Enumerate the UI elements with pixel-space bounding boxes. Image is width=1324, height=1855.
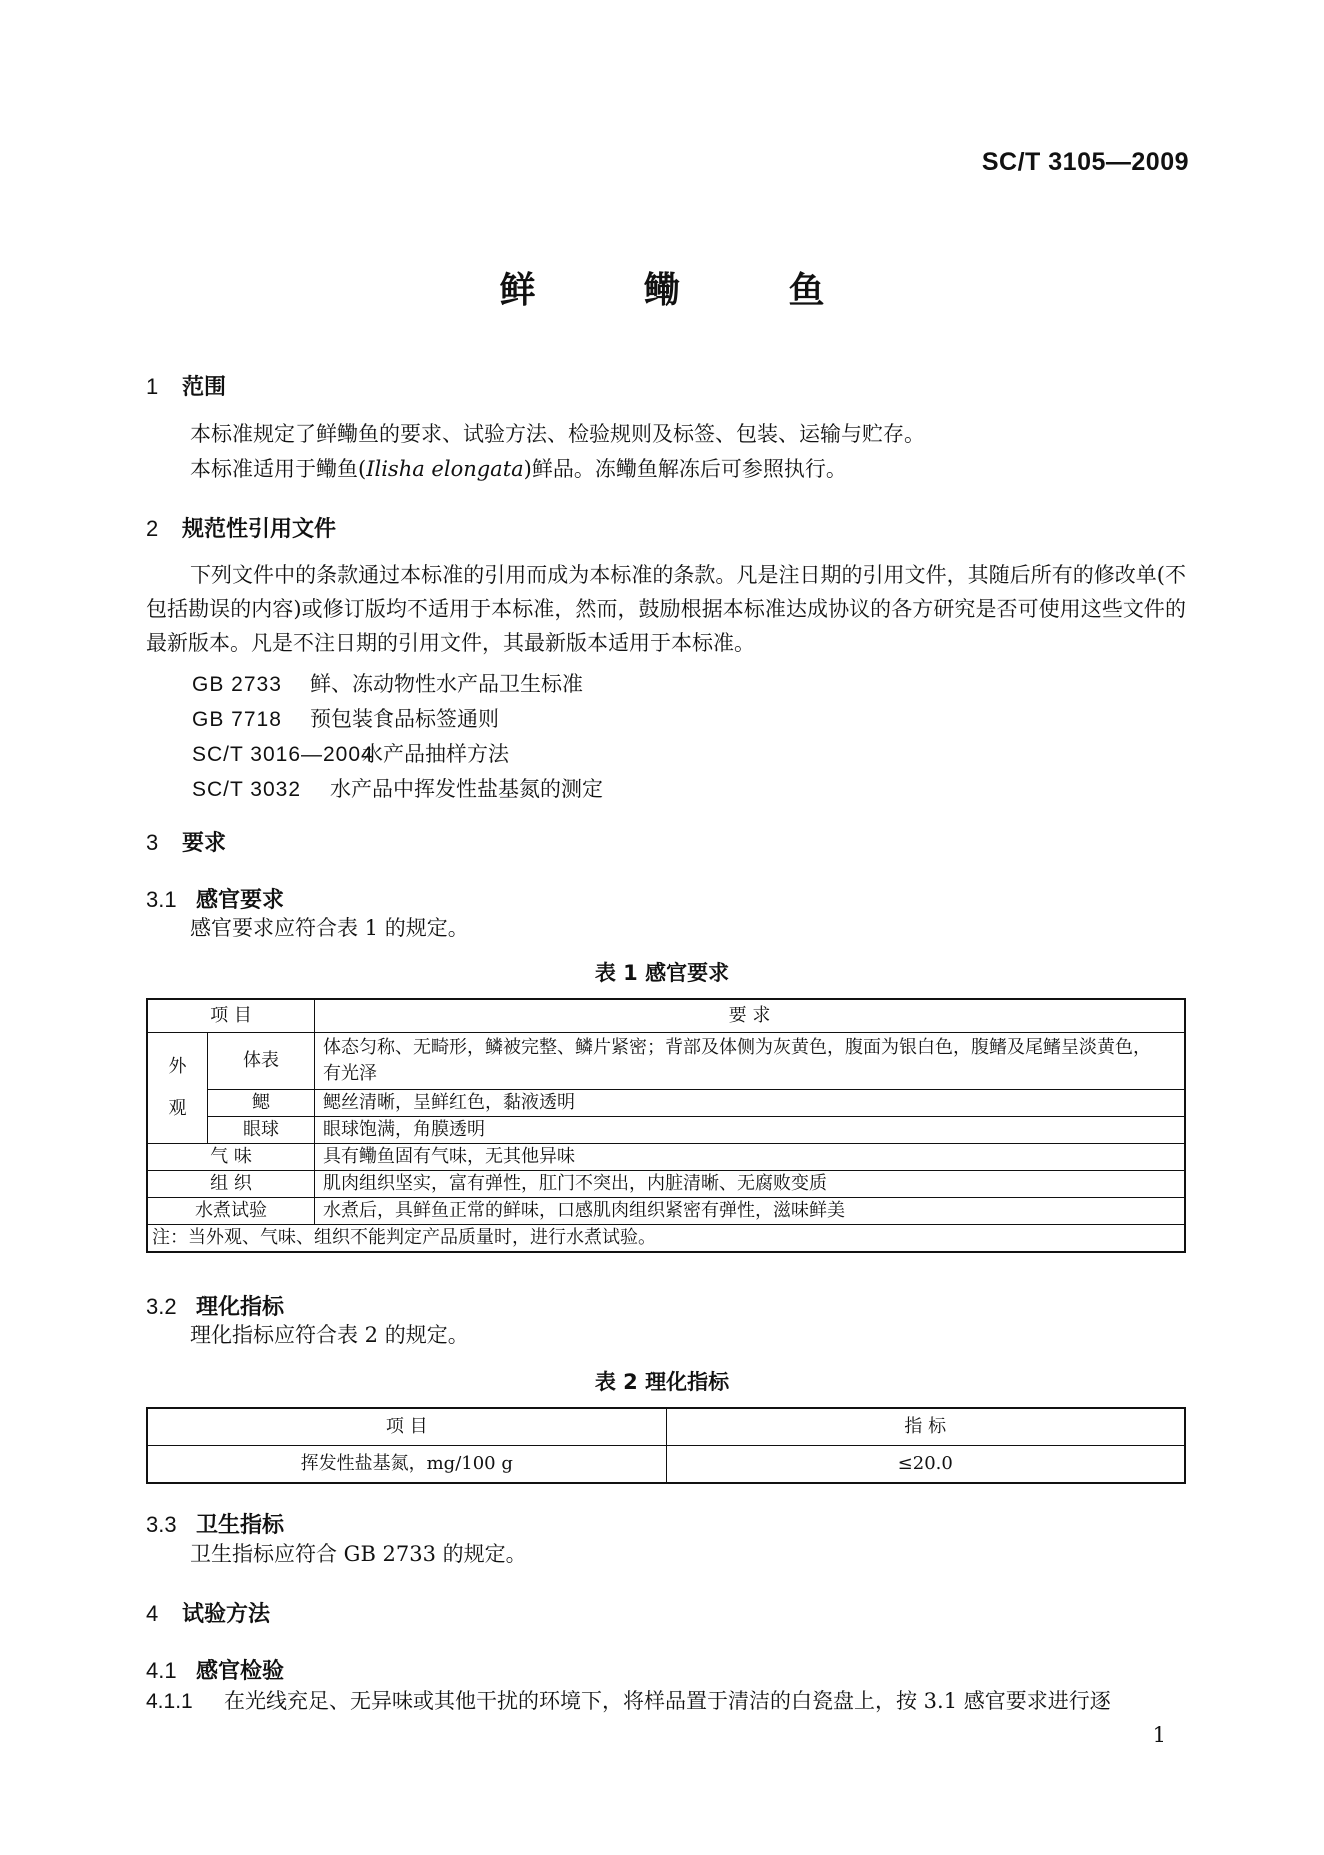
table-2-caption: 表 2 理化指标 (594, 1370, 730, 1394)
reference-code: GB 7718 (192, 708, 282, 731)
table-1-caption: 表 1 感官要求 (594, 961, 730, 985)
latin-name: Ilisha elongata (366, 457, 524, 481)
table-item-cell: 组 织 (147, 1171, 315, 1198)
reference-code: GB 2733 (192, 673, 282, 696)
reference-title: 水产品抽样方法 (362, 742, 509, 766)
group-label-char: 外 (168, 1056, 187, 1077)
section-number: 3.2 (146, 1294, 177, 1319)
table-header-cell: 要 求 (315, 999, 1186, 1033)
section-title: 要求 (182, 831, 227, 856)
table-header-cell: 项 目 (147, 1408, 666, 1446)
section-1-heading (146, 370, 226, 401)
section-3-1-paragraph: 感官要求应符合表 1 的规定。 (190, 916, 469, 940)
table-item-cell: 气 味 (147, 1144, 315, 1171)
table-item-cell: 眼球 (208, 1117, 315, 1144)
table-header-cell: 指 标 (666, 1408, 1185, 1446)
reference-title: 预包装食品标签通则 (310, 707, 499, 731)
section-3-heading (146, 826, 226, 857)
section-3-3-paragraph: 卫生指标应符合 GB 2733 的规定。 (190, 1542, 527, 1566)
table-row (147, 1033, 1185, 1090)
standard-code: SC/T 3105—2009 (981, 148, 1189, 176)
section-number: 4 (146, 1601, 159, 1626)
section-number: 1 (146, 374, 159, 399)
section-2-paragraph: 下列文件中的条款通过本标准的引用而成为本标准的条款。凡是注日期的引用文件，其随后所有的修改单(不包括勘误的内容)或修订版均不适用于本标准，然而，鼓励根据本标准达成协议的各方研究是否可使用这些文件的最新版本。凡是不注日期的引用文件，其最新版本适用于本标准。 (146, 563, 1186, 655)
table-row (147, 1144, 1185, 1171)
section-number: 4.1.1 (146, 1690, 193, 1713)
table-req-cell (315, 1033, 1186, 1090)
section-title: 范围 (182, 375, 227, 400)
table-item-cell: 水煮试验 (147, 1198, 315, 1225)
section-4-1-heading (146, 1654, 284, 1685)
section-title: 理化指标 (196, 1295, 285, 1320)
section-1-paragraph-2 (190, 452, 847, 486)
table-2-physchem (146, 1407, 1186, 1484)
table-value-cell: ≤20.0 (666, 1446, 1185, 1484)
req-line: 体态匀称、无畸形，鳞被完整、鳞片紧密；背部及体侧为灰黄色，腹面为银白色，腹鳍及尾鳍呈淡黄色， (323, 1037, 1151, 1058)
table-row (147, 1117, 1185, 1144)
page-number: 1 (1152, 1723, 1166, 1747)
table-header-row (147, 999, 1185, 1033)
table-req-cell: 眼球饱满，角膜透明 (315, 1117, 1186, 1144)
table-req-cell: 水煮后，具鲜鱼正常的鲜味，口感肌肉组织紧密有弹性，滋味鲜美 (315, 1198, 1186, 1225)
table-item-cell: 鳃 (208, 1090, 315, 1117)
paragraph-text: 在光线充足、无异味或其他干扰的环境下，将样品置于清洁的白瓷盘上，按 3.1 感官要求进行逐 (224, 1689, 1111, 1713)
section-3-2-paragraph: 理化指标应符合表 2 的规定。 (190, 1323, 469, 1347)
table-row (147, 1198, 1185, 1225)
reference-item (192, 738, 509, 768)
section-title: 规范性引用文件 (182, 517, 337, 542)
req-line: 有光泽 (323, 1063, 377, 1084)
table-req-cell: 肌肉组织坚实，富有弹性，肛门不突出，内脏清晰、无腐败变质 (315, 1171, 1186, 1198)
section-title: 试验方法 (182, 1602, 271, 1627)
table-row (147, 1171, 1185, 1198)
section-number: 3 (146, 830, 159, 855)
section-number: 2 (146, 516, 159, 541)
group-label-cell (147, 1033, 208, 1144)
group-label-char: 观 (168, 1098, 187, 1119)
table-header-row (147, 1408, 1185, 1446)
reference-title: 水产品中挥发性盐基氮的测定 (330, 777, 603, 801)
text-run: )鲜品。冻鳓鱼解冻后可参照执行。 (523, 457, 847, 481)
table-header-cell: 项 目 (147, 999, 315, 1033)
section-title: 感官要求 (196, 888, 285, 913)
table-note: 注：当外观、气味、组织不能判定产品质量时，进行水煮试验。 (147, 1225, 1185, 1253)
section-3-1-heading (146, 883, 284, 914)
section-title: 感官检验 (196, 1659, 285, 1684)
section-4-heading (146, 1597, 270, 1628)
table-item-cell: 挥发性盐基氮，mg/100 g (147, 1446, 666, 1484)
document-title: 鲜 鳓 鱼 (499, 270, 873, 311)
section-1-paragraph-1: 本标准规定了鲜鳓鱼的要求、试验方法、检验规则及标签、包装、运输与贮存。 (190, 422, 925, 446)
section-number: 3.3 (146, 1512, 177, 1537)
section-4-1-1-paragraph (146, 1684, 1111, 1719)
section-2-heading (146, 512, 336, 543)
table-1-sensory (146, 998, 1186, 1253)
text-run: 本标准适用于鳓鱼( (190, 457, 367, 481)
reference-code: SC/T 3032 (192, 778, 302, 801)
table-row (147, 1446, 1185, 1484)
reference-code: SC/T 3016—2004 (192, 743, 374, 766)
table-note-row (147, 1225, 1185, 1253)
reference-item (192, 773, 603, 803)
reference-item (192, 703, 499, 733)
section-title: 卫生指标 (196, 1513, 285, 1538)
table-item-cell: 体表 (208, 1033, 315, 1090)
table-req-cell: 鳃丝清晰，呈鲜红色，黏液透明 (315, 1090, 1186, 1117)
section-number: 3.1 (146, 887, 177, 912)
section-3-2-heading (146, 1290, 284, 1321)
reference-item (192, 668, 583, 698)
table-row (147, 1090, 1185, 1117)
table-req-cell: 具有鳓鱼固有气味，无其他异味 (315, 1144, 1186, 1171)
section-3-3-heading (146, 1508, 284, 1539)
section-number: 4.1 (146, 1658, 177, 1683)
reference-title: 鲜、冻动物性水产品卫生标准 (310, 672, 583, 696)
